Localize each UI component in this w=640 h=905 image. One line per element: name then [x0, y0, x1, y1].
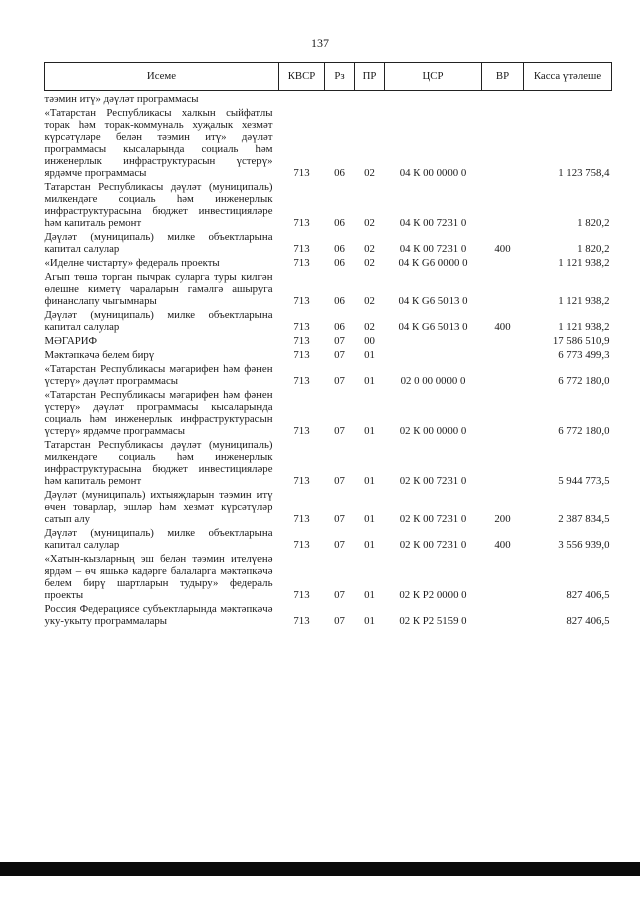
cell-kassa: 1 820,2 — [577, 217, 610, 229]
cell-vr — [482, 347, 524, 361]
cell-name: Дәүләт (муниципаль) милке объектларына капитал салулар — [44, 309, 273, 333]
cell-kassa: 6 773 499,3 — [558, 349, 610, 361]
cell-name: Дәүләт (муниципаль) ихтыяҗларын тәэмин итү өчен товарлар, эшләр һәм хезмәт күрсәтүләр сатып алу — [44, 489, 273, 525]
cell-kassa: 1 820,2 — [577, 243, 610, 255]
cell-kassa: 5 944 773,5 — [558, 475, 610, 487]
cell-kvsr: 713 — [293, 349, 310, 361]
cell-csr: 02 К 00 7231 0 — [399, 539, 467, 551]
cell-name: Дәүләт (муниципаль) милке объектларына капитал салулар — [44, 231, 273, 255]
cell-name: Россия Федерациясе субъектларында мәктәпкәчә уку-укыту программалары — [44, 603, 273, 627]
cell-kassa: 2 387 834,5 — [558, 513, 610, 525]
cell-kvsr: 713 — [293, 375, 310, 387]
cell-rz: 07 — [334, 425, 345, 437]
cell-pr: 01 — [364, 425, 375, 437]
cell-csr — [385, 91, 482, 106]
cell-name: Мәктәпкәчә белем бирү — [44, 349, 155, 361]
cell-csr: 02 К Р2 5159 0 — [399, 615, 467, 627]
cell-rz: 07 — [334, 475, 345, 487]
cell-vr — [482, 91, 524, 106]
cell-kassa — [524, 91, 612, 106]
cell-kvsr: 713 — [293, 217, 310, 229]
cell-kassa: 1 123 758,4 — [558, 167, 610, 179]
table-row — [45, 333, 612, 347]
cell-name: МӘГАРИФ — [44, 335, 98, 347]
budget-table — [44, 62, 612, 627]
table-body — [45, 91, 612, 628]
cell-rz: 06 — [334, 243, 345, 255]
cell-csr: 02 К 00 0000 0 — [399, 425, 467, 437]
cell-vr: 400 — [494, 321, 511, 333]
cell-pr: 01 — [364, 475, 375, 487]
cell-vr — [482, 601, 524, 627]
cell-rz: 06 — [334, 217, 345, 229]
cell-name: «Иделне чистарту» федераль проекты — [44, 257, 220, 269]
cell-vr — [482, 105, 524, 179]
cell-kassa: 1 121 938,2 — [558, 321, 610, 333]
cell-pr: 01 — [364, 539, 375, 551]
table-row — [45, 91, 612, 106]
cell-pr: 01 — [364, 513, 375, 525]
cell-name: «Хатын-кызларның эш белән тәэмин ителүенә ярдәм – өч яшькә кадәрге балаларга мәктәпкәчә белем бирү шартларын тудыру» федераль проекты — [44, 553, 273, 601]
cell-csr: 02 К 00 7231 0 — [399, 475, 467, 487]
cell-vr: 400 — [494, 243, 511, 255]
cell-kvsr: 713 — [293, 539, 310, 551]
cell-kassa: 827 406,5 — [566, 589, 610, 601]
cell-pr: 01 — [364, 615, 375, 627]
cell-pr: 02 — [364, 257, 375, 269]
cell-kvsr: 713 — [293, 295, 310, 307]
cell-csr: 02 0 00 0000 0 — [400, 375, 466, 387]
cell-kassa: 1 121 938,2 — [558, 257, 610, 269]
cell-name: Дәүләт (муниципаль) милке объектларына капитал салулар — [44, 527, 273, 551]
cell-pr: 00 — [364, 335, 375, 347]
cell-kvsr: 713 — [293, 243, 310, 255]
cell-pr: 01 — [364, 589, 375, 601]
table-row — [45, 307, 612, 333]
table-row — [45, 601, 612, 627]
cell-rz: 07 — [334, 615, 345, 627]
cell-kvsr: 713 — [293, 257, 310, 269]
cell-kassa: 1 121 938,2 — [558, 295, 610, 307]
table-row — [45, 487, 612, 525]
cell-name: тәэмин итү» дәүләт программасы — [44, 93, 199, 105]
cell-pr: 02 — [364, 243, 375, 255]
cell-csr: 04 К 00 7231 0 — [399, 243, 467, 255]
table-row — [45, 105, 612, 179]
cell-kvsr — [279, 91, 325, 106]
cell-rz: 07 — [334, 335, 345, 347]
cell-pr: 01 — [364, 375, 375, 387]
cell-vr: 200 — [494, 513, 511, 525]
cell-name: «Татарстан Республикасы мәгарифен һәм фәнен үстерү» дәүләт программасы кысаларында социаль һәм инженерлык инфраструктурасын үстерү» ярдәмче программасы — [44, 389, 273, 437]
header-pr: ПР — [355, 63, 385, 91]
cell-csr: 04 К G6 5013 0 — [398, 295, 468, 307]
cell-vr — [482, 333, 524, 347]
cell-pr: 02 — [364, 217, 375, 229]
cell-name: Татарстан Республикасы дәүләт (муниципаль) милкендәге социаль һәм инженерлык инфраструктурасына бюджет инвестицияләре һәм капиталь ремонт — [44, 181, 273, 229]
cell-kvsr: 713 — [293, 589, 310, 601]
cell-csr — [385, 347, 482, 361]
table-row — [45, 347, 612, 361]
cell-rz: 07 — [334, 539, 345, 551]
cell-rz: 06 — [334, 321, 345, 333]
cell-vr — [482, 551, 524, 601]
cell-rz: 07 — [334, 589, 345, 601]
cell-pr: 01 — [364, 349, 375, 361]
cell-vr: 400 — [494, 539, 511, 551]
cell-rz: 06 — [334, 257, 345, 269]
cell-csr: 02 К 00 7231 0 — [399, 513, 467, 525]
cell-rz: 06 — [334, 167, 345, 179]
table-row — [45, 361, 612, 387]
cell-csr: 04 К G6 5013 0 — [398, 321, 468, 333]
cell-kvsr: 713 — [293, 513, 310, 525]
cell-kvsr: 713 — [293, 615, 310, 627]
cell-rz: 07 — [334, 349, 345, 361]
header-name: Исеме — [45, 63, 279, 91]
table-row — [45, 437, 612, 487]
table-row — [45, 387, 612, 437]
cell-csr — [385, 333, 482, 347]
header-kassa: Касса үтәлеше — [524, 63, 612, 91]
header-kvsr: КВСР — [279, 63, 325, 91]
cell-kassa: 3 556 939,0 — [558, 539, 610, 551]
cell-rz — [325, 91, 355, 106]
cell-kassa: 827 406,5 — [566, 615, 610, 627]
cell-csr: 04 К 00 7231 0 — [399, 217, 467, 229]
cell-kvsr: 713 — [293, 167, 310, 179]
cell-rz: 07 — [334, 375, 345, 387]
header-vr: ВР — [482, 63, 524, 91]
cell-csr: 04 К G6 0000 0 — [398, 257, 468, 269]
cell-rz: 07 — [334, 513, 345, 525]
cell-kassa: 17 586 510,9 — [552, 335, 610, 347]
cell-name: «Татарстан Республикасы халкын сыйфатлы торак һәм торак-коммуналь хуҗалык хезмәт күрсәтүләре белән тәэмин итү» дәүләт программасы кысаларында социаль һәм инженерлык инфраструктурасын үстерү» ярдәмче программасы — [44, 107, 273, 179]
cell-kassa: 6 772 180,0 — [558, 425, 610, 437]
cell-pr: 02 — [364, 321, 375, 333]
cell-csr: 04 К 00 0000 0 — [399, 167, 467, 179]
cell-rz: 06 — [334, 295, 345, 307]
cell-name: Агып төшә торган пычрак суларга туры килгән өлешне киметү чараларын гамәлгә ашыруга финанслапу чыгымнары — [44, 271, 273, 307]
header-csr: ЦСР — [385, 63, 482, 91]
scan-bottom-bar — [0, 862, 640, 876]
table-row — [45, 179, 612, 229]
cell-vr — [482, 269, 524, 307]
table-row — [45, 551, 612, 601]
table-row — [45, 269, 612, 307]
cell-vr — [482, 255, 524, 269]
table-row — [45, 229, 612, 255]
cell-vr — [482, 361, 524, 387]
cell-name: «Татарстан Республикасы мәгарифен һәм фәнен үстерү» дәүләт программасы — [44, 363, 273, 387]
cell-kvsr: 713 — [293, 425, 310, 437]
cell-name: Татарстан Республикасы дәүләт (муниципаль) милкендәге социаль һәм инженерлык инфраструктурасына бюджет инвестицияләре һәм капиталь ремонт — [44, 439, 273, 487]
header-rz: Рз — [325, 63, 355, 91]
cell-vr — [482, 387, 524, 437]
cell-vr — [482, 179, 524, 229]
page-number: 137 — [311, 36, 329, 50]
cell-kvsr: 713 — [293, 475, 310, 487]
table-row — [45, 525, 612, 551]
cell-vr — [482, 437, 524, 487]
cell-kvsr: 713 — [293, 335, 310, 347]
cell-pr — [355, 91, 385, 106]
cell-kvsr: 713 — [293, 321, 310, 333]
cell-kassa: 6 772 180,0 — [558, 375, 610, 387]
cell-pr: 02 — [364, 295, 375, 307]
table-row — [45, 255, 612, 269]
cell-pr: 02 — [364, 167, 375, 179]
cell-csr: 02 К Р2 0000 0 — [399, 589, 467, 601]
table-header — [45, 63, 612, 91]
